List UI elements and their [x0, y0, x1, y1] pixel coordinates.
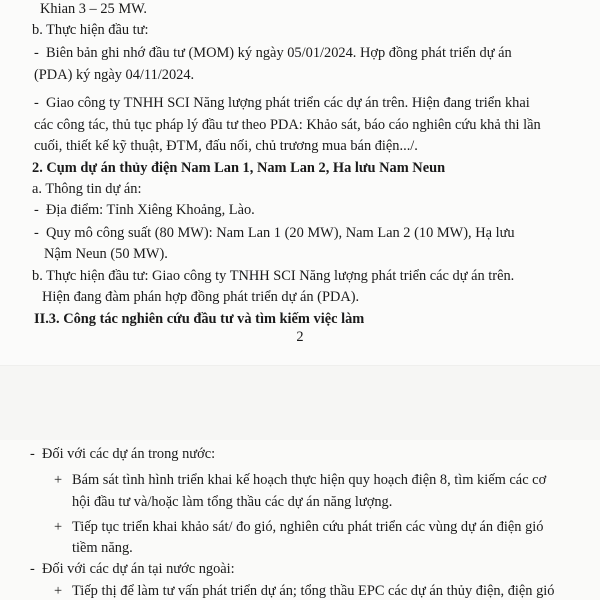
plus-bullet-icon: +	[54, 583, 63, 599]
dash-bullet-icon: -	[34, 202, 39, 218]
document-page-bottom	[0, 440, 600, 600]
text-line: (PDA) ký ngày 04/11/2024.	[34, 67, 195, 83]
text-line: Nậm Neun (50 MW).	[44, 246, 168, 262]
list-item: + Bám sát tình hình triển khai kế hoạch thực hiện quy hoạch điện 8, tìm kiếm các cơ	[54, 472, 547, 488]
text-line: - Quy mô công suất (80 MW): Nam Lan 1 (20 MW), Nam Lan 2 (10 MW), Hạ lưu	[34, 225, 515, 241]
text-line: Khian 3 – 25 MW.	[40, 1, 147, 17]
text-line: Hiện đang đàm phán hợp đồng phát triển dự án (PDA).	[42, 289, 360, 305]
text-line: b. Thực hiện đầu tư: Giao công ty TNHH SCI Năng lượng phát triển các dự án trên.	[32, 268, 515, 284]
dash-bullet-icon: -	[30, 561, 35, 577]
list-item: + Tiếp tục triển khai khảo sát/ đo gió, nghiên cứu phát triển các vùng dự án điện gió	[54, 519, 544, 535]
text-line: - Giao công ty TNHH SCI Năng lượng phát triển các dự án trên. Hiện đang triển khai	[34, 95, 530, 111]
section-heading: 2. Cụm dự án thủy điện Nam Lan 1, Nam Lan 2, Ha lưu Nam Neun	[32, 160, 446, 176]
plus-bullet-icon: +	[54, 519, 63, 535]
text-line: hội đầu tư và/hoặc làm tổng thầu các dự án năng lượng.	[72, 494, 393, 510]
text-line: các công tác, thủ tục pháp lý đầu tư theo PDA: Khảo sát, báo cáo nghiên cứu khả thi lần	[34, 117, 541, 133]
text-line: - Đối với các dự án tại nước ngoài:	[30, 561, 235, 577]
list-item: + Tiếp thị để làm tư vấn phát triển dự án; tổng thầu EPC các dự án thủy điện, điện gió	[54, 583, 555, 599]
dash-bullet-icon: -	[30, 446, 35, 462]
text-line: - Đối với các dự án trong nước:	[30, 446, 216, 462]
text-line: - Biên bản ghi nhớ đầu tư (MOM) ký ngày 05/01/2024. Hợp đồng phát triển dự án	[34, 45, 512, 61]
page-separator	[0, 365, 600, 441]
section-heading: II.3. Công tác nghiên cứu đầu tư và tìm kiếm việc làm	[34, 311, 365, 327]
dash-bullet-icon: -	[34, 45, 39, 61]
page-number: 2	[296, 329, 304, 345]
dash-bullet-icon: -	[34, 95, 39, 111]
plus-bullet-icon: +	[54, 472, 63, 488]
text-line: cuối, thiết kế kỹ thuật, ĐTM, đấu nối, chủ trương mua bán điện.../.	[34, 138, 418, 154]
text-line: tiềm năng.	[72, 540, 133, 556]
text-line: - Địa điểm: Tỉnh Xiêng Khoảng, Lào.	[34, 202, 255, 218]
subheading: a. Thông tin dự án:	[32, 181, 142, 197]
dash-bullet-icon: -	[34, 225, 39, 241]
subheading: b. Thực hiện đầu tư:	[32, 22, 149, 38]
